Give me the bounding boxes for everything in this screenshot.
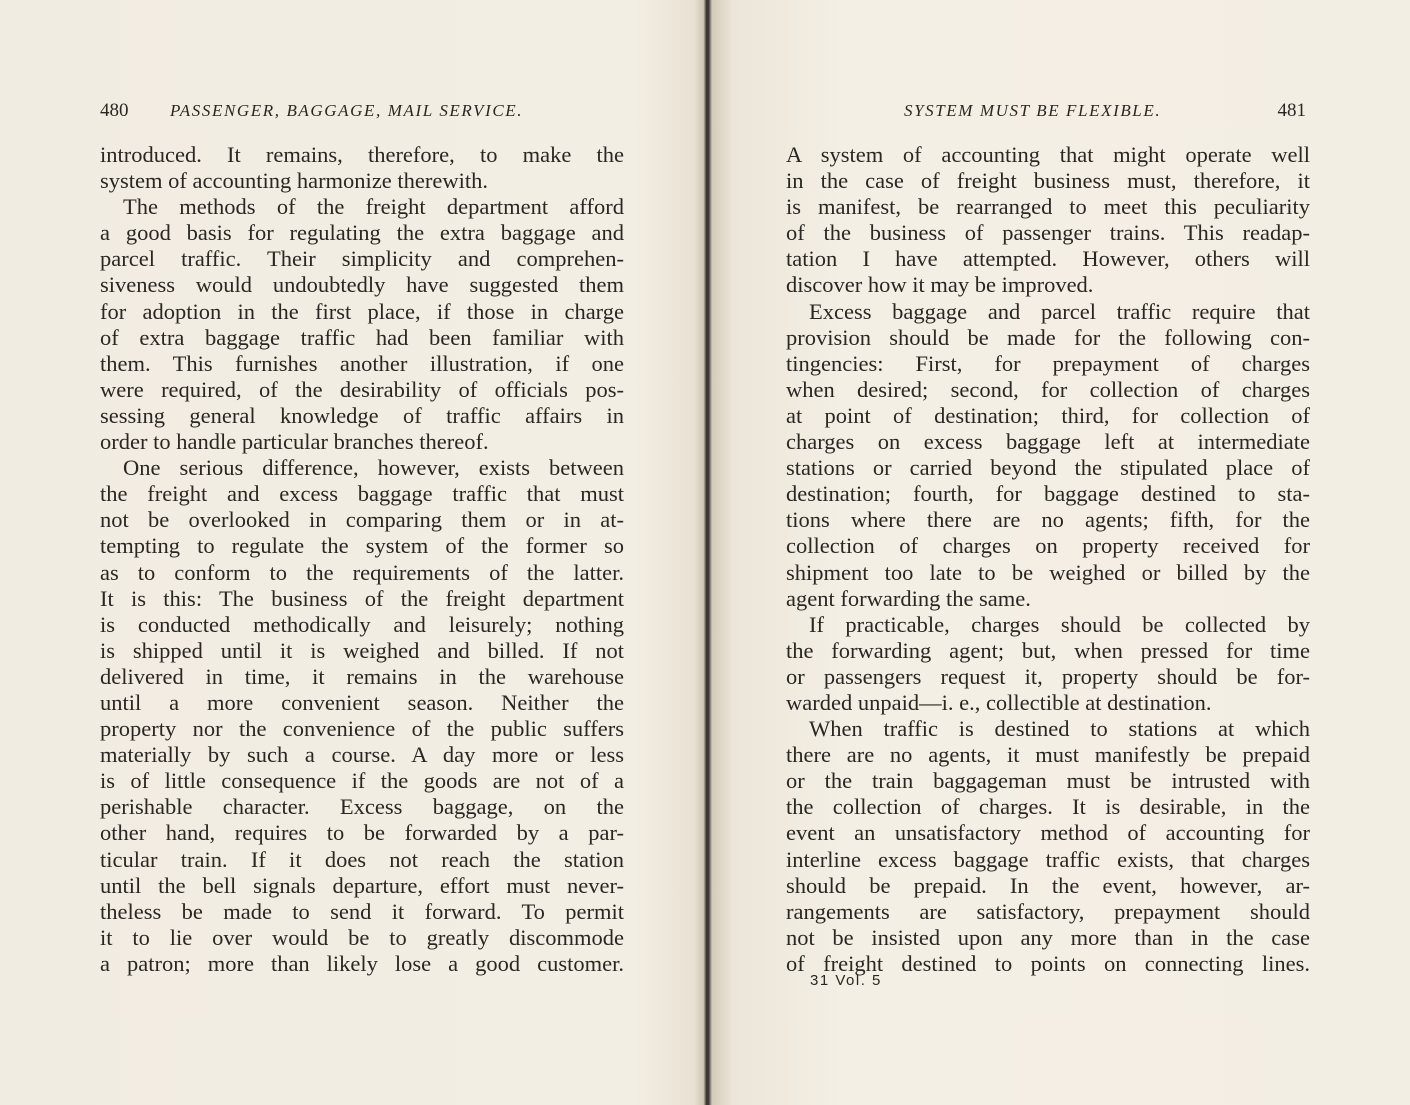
text-line: shipment too late to be weighed or billed by the xyxy=(786,559,1310,585)
text-line: provision should be made for the following con- xyxy=(786,324,1310,350)
text-line: should be prepaid. In the event, however, ar- xyxy=(786,872,1310,898)
text-line: stations or carried beyond the stipulated place of xyxy=(786,455,1310,481)
text-line: at point of destination; third, for collection of xyxy=(786,402,1310,428)
left-page-number: 480 xyxy=(100,100,129,121)
text-line: When traffic is destined to stations at which xyxy=(809,716,1310,742)
text-line: for adoption in the first place, if those in charge xyxy=(100,298,624,324)
text-line: of the business of passenger trains. This readap- xyxy=(786,220,1310,246)
text-line: Excess baggage and parcel traffic require that xyxy=(809,298,1310,324)
text-line: is conducted methodically and leisurely; nothing xyxy=(100,611,624,637)
text-line: were required, of the desirability of officials pos- xyxy=(100,376,624,402)
text-line: It is this: The business of the freight department xyxy=(100,585,624,611)
text-line: destination; fourth, for baggage destined to sta- xyxy=(786,481,1310,507)
text-line: siveness would undoubtedly have suggested them xyxy=(100,272,624,298)
text-line: introduced. It remains, therefore, to make the xyxy=(100,142,624,167)
text-line: the collection of charges. It is desirable, in the xyxy=(786,794,1310,820)
text-line: tation I have attempted. However, others will xyxy=(786,246,1310,272)
text-line: interline excess baggage traffic exists, that charges xyxy=(786,846,1310,872)
text-line: of freight destined to points on connecting lines. xyxy=(786,950,1310,976)
left-page xyxy=(100,0,624,1105)
text-line: event an unsatisfactory method of accounting for xyxy=(786,820,1310,846)
text-line: of extra baggage traffic had been familiar with xyxy=(100,324,624,350)
text-line: tempting to regulate the system of the former so xyxy=(100,533,624,559)
text-line: the forwarding agent; but, when pressed for time xyxy=(786,637,1310,663)
text-line: perishable character. Excess baggage, on the xyxy=(100,794,624,820)
text-line: sessing general knowledge of traffic affairs in xyxy=(100,402,624,428)
text-line: them. This furnishes another illustration, if one xyxy=(100,350,624,376)
text-line: or the train baggageman must be intrusted with xyxy=(786,768,1310,794)
text-line: tingencies: First, for prepayment of charges xyxy=(786,350,1310,376)
text-line: it to lie over would be to greatly discommode xyxy=(100,924,624,950)
text-line: is of little consequence if the goods are not of a xyxy=(100,768,624,794)
text-line: in the case of freight business must, therefore, it xyxy=(786,168,1310,194)
text-line: is shipped until it is weighed and billed. If not xyxy=(100,637,624,663)
text-line: the freight and excess baggage traffic that must xyxy=(100,481,624,507)
text-line: when desired; second, for collection of charges xyxy=(786,376,1310,402)
text-line: warded unpaid—i. e., collectible at destination. xyxy=(786,689,1212,715)
text-line: If practicable, charges should be collected by xyxy=(809,611,1310,637)
text-line: materially by such a course. A day more or less xyxy=(100,742,624,768)
right-page xyxy=(786,0,1310,1105)
left-running-head xyxy=(100,96,624,126)
text-line: is manifest, be rearranged to meet this peculiarity xyxy=(786,194,1310,220)
right-page-body xyxy=(786,142,1310,977)
left-page-body xyxy=(100,142,624,977)
text-line: theless be made to send it forward. To permit xyxy=(100,898,624,924)
left-running-title: PASSENGER, BAGGAGE, MAIL SERVICE. xyxy=(170,101,524,120)
text-line: not be insisted upon any more than in the case xyxy=(786,924,1310,950)
text-line: tions where there are no agents; fifth, for the xyxy=(786,507,1310,533)
text-line: rangements are satisfactory, prepayment should xyxy=(786,898,1310,924)
text-line: collection of charges on property received for xyxy=(786,533,1310,559)
text-line: a good basis for regulating the extra baggage and xyxy=(100,220,624,246)
right-running-title: SYSTEM MUST BE FLEXIBLE. xyxy=(904,101,1162,120)
text-line: charges on excess baggage left at intermediate xyxy=(786,429,1310,455)
text-line: other hand, requires to be forwarded by a par- xyxy=(100,820,624,846)
right-running-head xyxy=(786,96,1310,126)
text-line: order to handle particular branches thereof. xyxy=(100,429,489,455)
text-line: system of accounting harmonize therewith. xyxy=(100,168,489,194)
text-line: a patron; more than likely lose a good customer. xyxy=(100,950,624,976)
text-line: there are no agents, it must manifestly be prepaid xyxy=(786,742,1310,768)
text-line: discover how it may be improved. xyxy=(786,272,1094,298)
text-line: parcel traffic. Their simplicity and comprehen- xyxy=(100,246,624,272)
text-line: agent forwarding the same. xyxy=(786,585,1031,611)
text-line: or passengers request it, property should be for- xyxy=(786,663,1310,689)
text-line: One serious difference, however, exists between xyxy=(123,455,624,481)
text-line: until a more convenient season. Neither the xyxy=(100,689,624,715)
text-line: delivered in time, it remains in the warehouse xyxy=(100,663,624,689)
text-line: The methods of the freight department afford xyxy=(123,194,624,220)
signature-mark: 31 Vol. 5 xyxy=(810,972,882,989)
right-page-number: 481 xyxy=(1277,100,1306,121)
text-line: property nor the convenience of the public suffers xyxy=(100,716,624,742)
text-line: until the bell signals departure, effort must never- xyxy=(100,872,624,898)
text-line: not be overlooked in comparing them or in at- xyxy=(100,507,624,533)
text-line: ticular train. If it does not reach the station xyxy=(100,846,624,872)
text-line: A system of accounting that might operate well xyxy=(786,142,1310,167)
text-line: as to conform to the requirements of the latter. xyxy=(100,559,624,585)
